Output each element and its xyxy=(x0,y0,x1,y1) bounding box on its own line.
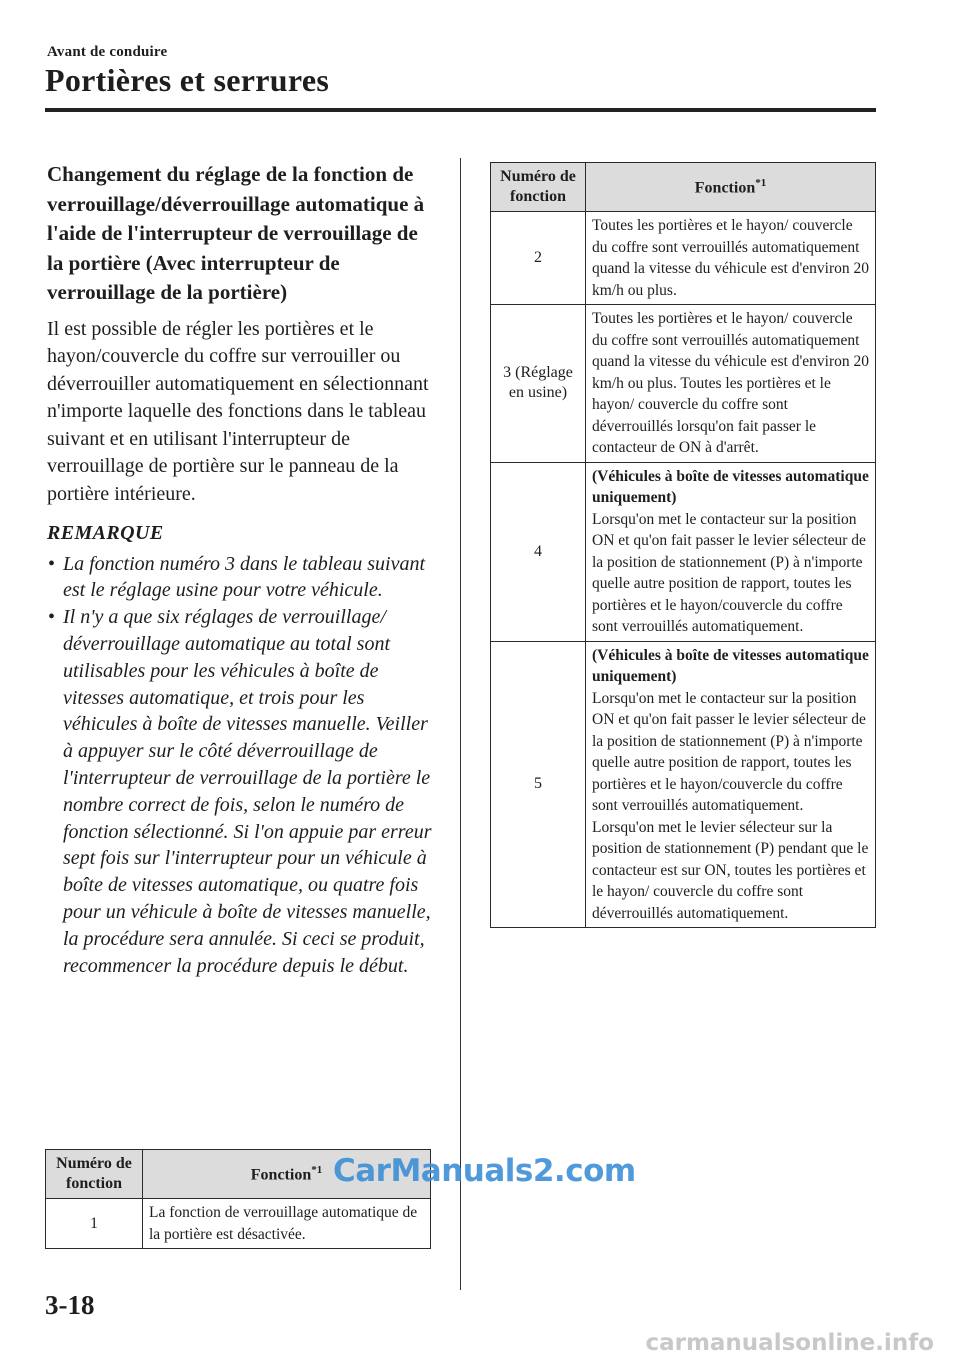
header-function: Fonction$^{*1}$ xyxy=(586,163,876,212)
function-condition: (Véhicules à boîte de vitesses automatique uniquement) xyxy=(592,646,869,685)
table-header-row xyxy=(491,163,876,212)
note-text: La fonction numéro 3 dans le tableau suivant est le réglage usine pour votre véhicule. xyxy=(63,552,426,602)
header-function-number: Numéro de fonction xyxy=(46,1150,143,1199)
note-item xyxy=(47,551,437,605)
table-row xyxy=(491,305,876,463)
function-table-part-2 xyxy=(490,162,876,928)
watermark-logo: CarManuals2.com xyxy=(333,1153,636,1189)
function-description: La fonction de verrouillage automatique de la portière est désactivée. xyxy=(143,1199,431,1249)
header-function-number: Numéro de fonction xyxy=(491,163,586,212)
header-function: Fonction$^{*1}$ xyxy=(143,1150,431,1199)
bullet-icon: • xyxy=(48,552,56,575)
intro-paragraph: Il est possible de régler les portières et le hayon/couvercle du coffre sur verrouiller ou déverrouiller automatiquement en sélectionnant n'importe laquelle des fonctions dans le tableau suivant et en utilisant l'interrupteur de verrouillage de portière sur le panneau de la portière intérieure. xyxy=(47,317,429,506)
function-number: 5 xyxy=(491,641,586,928)
footnote-mark: *1 xyxy=(311,1163,323,1176)
function-description: Toutes les portières et le hayon/ couvercle du coffre sont verrouillés automatiquement quand la vitesse du véhicule est d'environ 20 km/h ou plus. Toutes les portières et le hayon/ couvercle du coffre sont déverrouillés lorsqu'on fait passer le contacteur de ON à d'arrêt. xyxy=(586,305,876,463)
function-number: 3 (Réglage en usine) xyxy=(491,305,586,463)
column-divider xyxy=(460,158,461,1290)
table-row xyxy=(46,1199,431,1249)
table-row xyxy=(491,462,876,641)
section-label: Avant de conduire xyxy=(47,44,168,60)
note-text: Il n'y a que six réglages de verrouillage/ déverrouillage automatique au total sont utilisables pour les véhicules à boîte de vitesses automatique, et trois pour les véhicules à boîte de vitesses manuelle. Veiller à appuyer sur le côté déverrouillage de l'interrupteur de verrouillage de la portière le nombre correct de fois, selon le numéro de fonction sélectionné. Si l'on appuie par erreur sept fois sur l'interrupteur pour un véhicule à boîte de vitesses automatique, ou quatre fois pour un véhicule à boîte de vitesses manuelle, la procédure sera annulée. Si ceci se produit, recommencer la procédure depuis le début. xyxy=(63,606,432,977)
table-row xyxy=(491,212,876,305)
title-rule xyxy=(45,108,876,112)
section-subheading: Changement du réglage de la fonction de verrouillage/déverrouillage automatique à l'aide de l'interrupteur de verrouillage de la portière (Avec interrupteur de verrouillage de la portière) xyxy=(47,162,425,304)
function-number: 4 xyxy=(491,462,586,641)
function-condition: (Véhicules à boîte de vitesses automatique uniquement) xyxy=(592,467,869,506)
note-item xyxy=(47,604,437,979)
page-number: 3-18 xyxy=(45,1290,95,1320)
function-number: 2 xyxy=(491,212,586,305)
table-row xyxy=(491,641,876,928)
footnote-mark: *1 xyxy=(755,176,767,189)
function-description: Toutes les portières et le hayon/ couvercle du coffre sont verrouillés automatiquement quand la vitesse du véhicule est d'environ 20 km/h ou plus. xyxy=(586,212,876,305)
function-number: 1 xyxy=(46,1199,143,1249)
page-title: Portières et serrures xyxy=(45,62,330,98)
function-description: (Véhicules à boîte de vitesses automatique uniquement) Lorsqu'on met le contacteur sur la position ON et qu'on fait passer le levier sélecteur de la position de stationnement (P) à n'importe quelle autre position de rapport, toutes les portières et le hayon/couvercle du coffre sont verrouillés automatiquement. Lorsqu'on met le levier sélecteur sur la position de stationnement (P) pendant que le contacteur est sur ON, toutes les portières et le hayon/ couvercle du coffre sont déverrouillés automatiquement. xyxy=(586,641,876,928)
left-column xyxy=(47,160,437,979)
function-description: (Véhicules à boîte de vitesses automatique uniquement) Lorsqu'on met le contacteur sur la position ON et qu'on fait passer le levier sélecteur de la position de stationnement (P) à n'importe quelle autre position de rapport, toutes les portières et le hayon/couvercle du coffre sont verrouillés automatiquement. xyxy=(586,462,876,641)
note-title: REMARQUE xyxy=(47,521,164,544)
note-list xyxy=(47,551,437,980)
footer-site-watermark: carmanualsonline.info xyxy=(645,1330,934,1356)
bullet-icon: • xyxy=(48,606,56,629)
